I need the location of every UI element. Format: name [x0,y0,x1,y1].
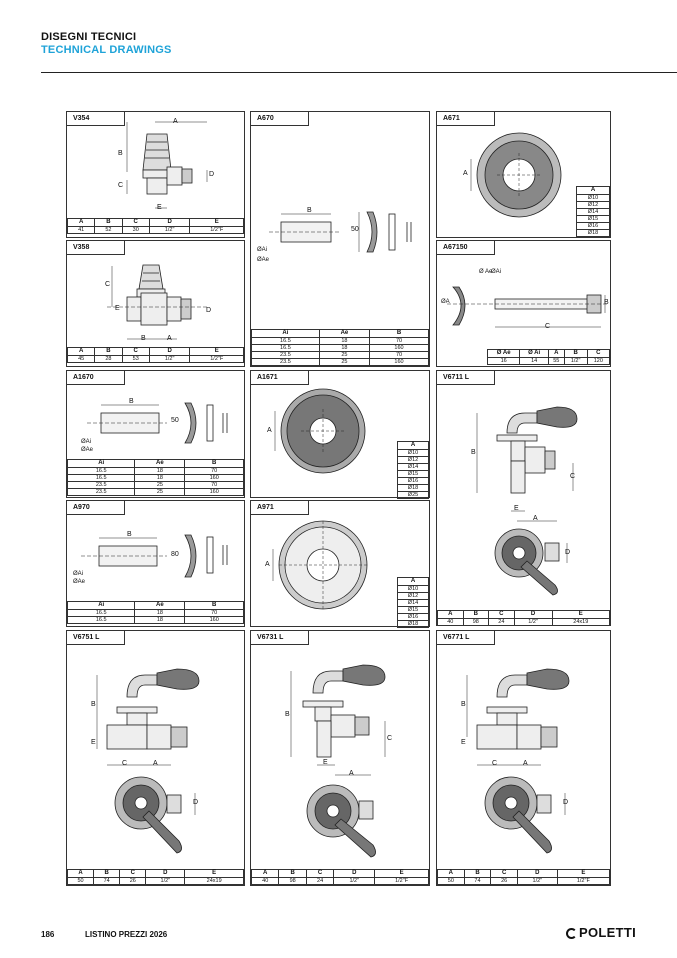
dim-label: E [461,739,466,746]
table-cell: Ø12 [577,202,610,209]
panel-title: A67150 [437,241,495,255]
col-header: C [587,350,609,358]
col-header: B [94,870,120,878]
table-cell: 23.5 [252,352,320,359]
panel-a1670 [66,370,245,498]
table-cell: 26 [120,878,146,885]
col-header: E [552,611,609,619]
header-title-en: TECHNICAL DRAWINGS [41,44,172,56]
col-header: Ae [319,330,369,338]
dim-label: E [323,759,328,766]
table-cell: Ø10 [398,586,429,593]
panel-title: A671 [437,112,495,126]
valve-drawing [437,631,612,887]
table-cell: 40 [252,878,279,885]
table-cell: 14 [520,358,549,365]
table-cell: 1/2"F [190,356,244,363]
table-cell: Ø15 [398,471,429,478]
table-cell: 41 [68,227,95,234]
col-header: A [438,870,465,878]
table-cell: 30 [122,227,149,234]
panel-title: A970 [67,501,125,515]
col-header: C [489,611,515,619]
table-cell: 40 [438,619,464,626]
dim-label: C [492,760,498,767]
dim-label: A [533,515,538,522]
panel-v6771l [436,630,611,886]
panel-title: V6731 L [251,631,309,645]
col-header: D [514,611,552,619]
table-cell: 70 [185,468,244,475]
col-header: E [375,870,429,878]
panel-v6751l [66,630,245,886]
table-cell: 1/2" [564,358,587,365]
dimension-table [67,869,244,885]
col-header: B [95,348,122,356]
table-cell: Ø10 [398,450,429,457]
dim-label: A [267,427,272,434]
table-cell: 16.5 [68,468,135,475]
panel-title: V6771 L [437,631,495,645]
panel-v358 [66,240,245,367]
brand-name: POLETTI [579,925,636,940]
dim-label: A [463,170,468,177]
dimension-table [67,601,244,624]
col-header: E [190,219,244,227]
table-cell: 1/2" [149,227,190,234]
dim-label: ØAe [81,447,94,453]
table-cell: 120 [587,358,609,365]
dimension-table [251,869,429,885]
col-header: D [146,870,185,878]
dim-label: B [307,207,312,214]
col-header: Ae [135,602,185,610]
dim-label: ØAi [73,571,84,577]
col-header: A [398,578,429,586]
col-header: Ai [68,602,135,610]
col-header: Ø Ae [488,350,520,358]
dim-label: 80 [171,551,179,558]
dim-label: B [91,701,96,708]
table-cell: 24x19 [552,619,609,626]
table-cell: 53 [122,356,149,363]
dim-label: E [157,204,162,211]
col-header: B [564,350,587,358]
col-header: B [185,602,244,610]
dim-label: C [105,281,111,288]
table-cell: 16.5 [68,475,135,482]
col-header: B [464,870,491,878]
dim-label: Ø Ae [479,269,493,275]
dimension-table [397,577,429,628]
dim-label: C [387,735,393,742]
table-cell: 18 [135,475,185,482]
dim-label: C [122,760,128,767]
table-cell: 45 [68,356,95,363]
dim-label: D [206,307,212,314]
dim-label: A [523,760,528,767]
header-title-it: DISEGNI TECNICI [41,31,137,43]
table-cell: Ø18 [577,230,610,237]
dim-label: 50 [171,417,179,424]
dim-label: C [118,182,124,189]
dim-label: C [570,473,576,480]
logo-mark-icon [566,928,577,939]
table-cell: Ø16 [577,223,610,230]
table-cell: 74 [94,878,120,885]
dim-label: B [471,449,476,456]
col-header: E [190,348,244,356]
table-cell: 18 [135,617,185,624]
col-header: D [517,870,557,878]
table-cell: 70 [370,352,429,359]
table-cell: 50 [68,878,94,885]
table-cell: 23.5 [68,489,135,496]
dim-label: E [115,305,120,312]
table-cell: Ø25 [398,492,429,499]
col-header: B [370,330,429,338]
dim-label: D [209,171,215,178]
table-cell: 160 [370,345,429,352]
dimension-table [67,459,244,496]
dimension-table [437,610,610,626]
dim-label: A [167,335,172,342]
table-cell: Ø18 [398,485,429,492]
col-header: A [548,350,564,358]
col-header: A [438,611,464,619]
col-header: E [185,870,244,878]
brand-logo [566,925,636,940]
col-header: C [122,219,149,227]
col-header: D [149,348,190,356]
col-header: A [398,442,429,450]
dim-label: E [91,739,96,746]
dim-label: ØAi [491,269,502,275]
table-cell: 24 [489,619,515,626]
table-cell: Ø18 [398,621,429,628]
table-cell: 1/2"F [557,878,609,885]
col-header: Ae [135,460,185,468]
table-cell: Ø15 [398,607,429,614]
table-cell: Ø16 [398,478,429,485]
table-cell: 25 [135,489,185,496]
dim-label: A [265,561,270,568]
table-cell: 1/2" [517,878,557,885]
table-cell: 25 [319,359,369,366]
table-cell: Ø10 [577,195,610,202]
col-header: Ø Ai [520,350,549,358]
table-cell: 50 [438,878,465,885]
table-cell: 25 [135,482,185,489]
table-cell: 160 [185,489,244,496]
table-cell: 18 [319,338,369,345]
dim-label: E [514,505,519,512]
dim-label: 50 [351,226,359,233]
col-header: A [577,187,610,195]
panel-title: A1671 [251,371,309,385]
col-header: Ai [68,460,135,468]
col-header: B [185,460,244,468]
table-cell: 1/2"F [375,878,429,885]
table-cell: 16.5 [252,345,320,352]
table-cell: 16.5 [68,610,135,617]
dimension-table [576,186,610,237]
dimension-table [67,347,244,363]
col-header: A [68,870,94,878]
table-cell: 1/2" [514,619,552,626]
table-cell: 160 [370,359,429,366]
dim-label: A [153,760,158,767]
table-cell: 98 [279,878,306,885]
table-cell: 28 [95,356,122,363]
table-cell: 70 [370,338,429,345]
table-cell: 160 [185,475,244,482]
table-cell: 98 [463,619,489,626]
table-cell: 70 [185,482,244,489]
table-cell: 1/2" [149,356,190,363]
table-cell: 26 [491,878,518,885]
panel-v6711l [436,370,611,626]
table-cell: 25 [319,352,369,359]
dim-label: B [141,335,146,342]
panel-title: A1670 [67,371,125,385]
table-cell: 23.5 [68,482,135,489]
dim-label: ØAi [81,439,92,445]
dimension-table [487,349,610,365]
table-cell: Ø12 [398,457,429,464]
table-cell: 18 [319,345,369,352]
panel-title: V358 [67,241,125,255]
table-cell: 55 [548,358,564,365]
table-cell: 1/2"F [190,227,244,234]
table-cell: 16.5 [252,338,320,345]
table-cell: Ø12 [398,593,429,600]
table-cell: 1/2" [334,878,375,885]
dimension-table [397,441,429,499]
panel-title: A670 [251,112,309,126]
table-cell: 70 [185,610,244,617]
table-cell: Ø14 [577,209,610,216]
panel-a671 [436,111,611,238]
table-cell: 74 [464,878,491,885]
col-header: C [306,870,333,878]
table-cell: Ø15 [577,216,610,223]
page-number: 186 [41,930,55,939]
col-header: E [557,870,609,878]
dim-label: ØA [441,299,450,305]
dim-label: B [118,150,123,157]
dim-label: D [565,549,571,556]
panel-title: A971 [251,501,309,515]
dim-label: ØAi [257,247,268,253]
dim-label: D [193,799,199,806]
dim-label: ØAe [257,257,270,263]
table-cell: 23.5 [252,359,320,366]
panel-title: V6751 L [67,631,125,645]
dim-label: ØAe [73,579,86,585]
header-rule [41,72,677,73]
col-header: B [463,611,489,619]
col-header: A [252,870,279,878]
table-cell: Ø14 [398,464,429,471]
dim-label: A [173,118,178,125]
dimension-table [437,869,610,885]
dim-label: A [349,770,354,777]
table-cell: 52 [95,227,122,234]
panel-a970 [66,500,245,627]
table-cell: Ø16 [398,614,429,621]
col-header: B [95,219,122,227]
panel-a971 [250,500,430,627]
table-cell: 16 [488,358,520,365]
col-header: C [122,348,149,356]
col-header: B [279,870,306,878]
footer-text: LISTINO PREZZI 2026 [85,930,168,939]
col-header: C [120,870,146,878]
table-cell: 24x19 [185,878,244,885]
valve-drawing [437,371,612,627]
panel-v6731l [250,630,430,886]
dim-label: B [127,531,132,538]
col-header: D [149,219,190,227]
col-header: C [491,870,518,878]
table-cell: 160 [185,617,244,624]
panel-v354 [66,111,245,238]
table-cell: 24 [306,878,333,885]
col-header: Ai [252,330,320,338]
panel-a670 [250,111,430,367]
table-cell: 18 [135,468,185,475]
table-cell: Ø14 [398,600,429,607]
dimension-table [67,218,244,234]
panel-title: V354 [67,112,125,126]
table-cell: 18 [135,610,185,617]
dim-label: B [604,299,609,306]
col-header: D [334,870,375,878]
panel-a67150 [436,240,611,367]
table-cell: 16.5 [68,617,135,624]
dimension-table [251,329,429,366]
dim-label: B [461,701,466,708]
col-header: A [68,348,95,356]
dim-label: B [129,398,134,405]
valve-drawing [251,631,431,887]
dim-label: D [563,799,569,806]
col-header: A [68,219,95,227]
panel-title: V6711 L [437,371,495,385]
panel-a1671 [250,370,430,498]
table-cell: 1/2" [146,878,185,885]
valve-drawing [67,631,246,887]
dim-label: B [285,711,290,718]
dim-label: C [545,323,551,330]
